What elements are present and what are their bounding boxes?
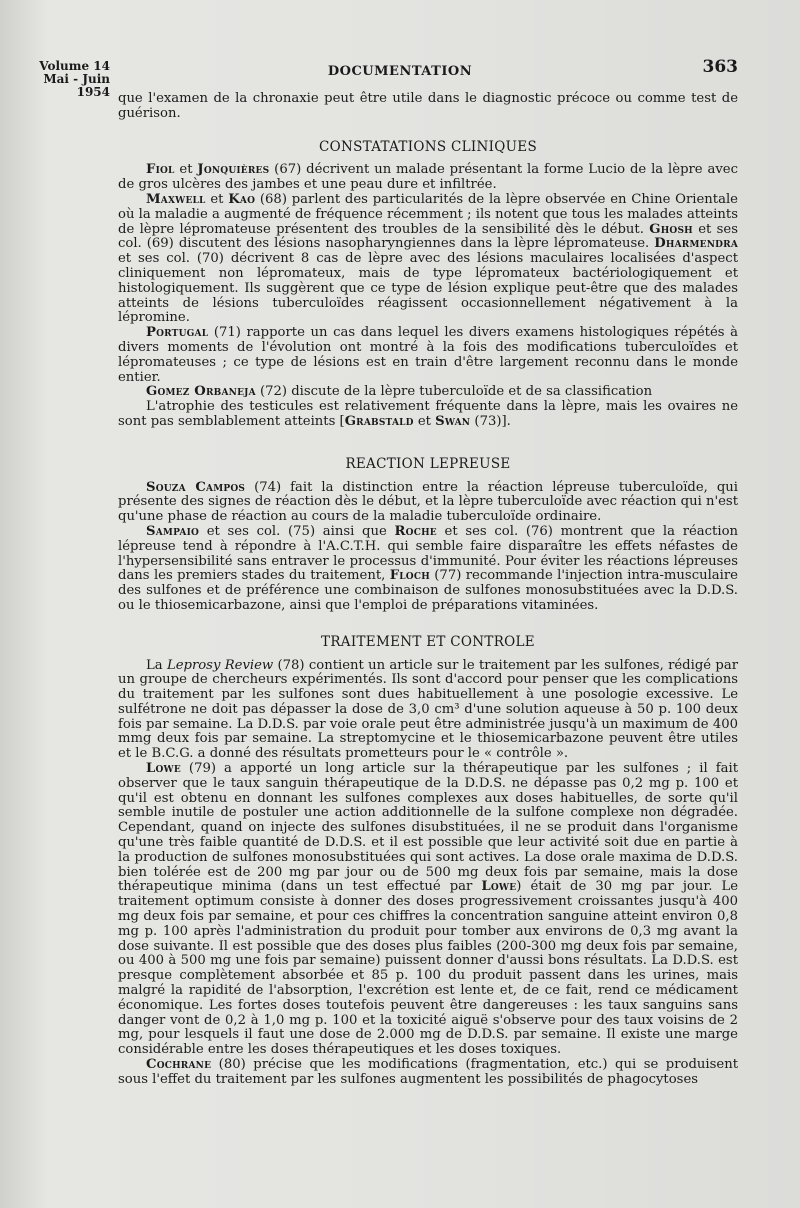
- text-run: et ses col. (76) montrent que la réaction lépreuse tend à répondre à l'A.C.T.H. qui semble faire disparaître les effets néfastes de l'hypersensibilité sans entraver le processus d'immunité. Pour éviter les réactions lépreuses dans les premiers stades du traitement,: [118, 523, 739, 584]
- text-run: (74) fait la distinction entre la réaction lépreuse tuberculoïde, qui présente des signes de réaction dès le début, et la lèpre tuberculoïde avec réaction qui n'est qu'une phase de réaction au cours de la maladie tuberculoïde ordinaire.: [118, 479, 738, 525]
- issue-date: Mai - Juin 1954: [43, 72, 110, 99]
- author-name: Lowe: [146, 761, 181, 777]
- section-heading-constatations: CONSTATATIONS CLINIQUES: [319, 138, 537, 155]
- body-text: [118, 92, 738, 1088]
- text-run: (79) a apporté un long article sur la thérapeutique par les sulfones ; il fait observer que le taux sanguin thérapeutique de la D.D.S. ne dépasse pas 0,2 mg p. 100 et qu'il est obtenu en donnant les sulfones complexes aux doses habituelles, de sorte qu'il semble inutile de postuler une action additionnelle de la sulfone complexe non dégradée. Cependant, quand on injecte des sulfones disubstituées, il ne se produit dans l'organisme qu'une très faible quantité de D.D.S. et il est possible que leur activité soit due en partie à la production de sulfones monosubstituées qui sont actives. La dose orale maxima de D.D.S. bien tolérée est de 200 mg par jour ou de 500 mg deux fois par semaine, mais la dose thérapeutique minima (dans un test effectué par: [118, 761, 738, 895]
- author-name: Jonquières: [197, 162, 270, 178]
- author-name: Sampaio: [146, 523, 200, 539]
- text-run: et: [174, 162, 198, 178]
- text-run: (80) précise que les modifications (fragmentation, etc.) qui se produisent sous l'effet du traitement par les sulfones augmentent les possibilités de phagocytoses: [118, 1057, 738, 1087]
- paragraph: [118, 385, 738, 400]
- text-run: ) était de 30 mg par jour. Le traitement optimum consiste à donner des doses progressivement croissantes jusqu'à 400 mg deux fois par semaine, et pour ces chiffres la concentration sanguine atteint environ 0,8 mg p. 100 après l'administration du produit pour tomber aux environs de 0,3 mg avant la dose suivante. Il est possible que des doses plus faibles (200-300 mg deux fois par semaine, ou 400 à 500 mg une fois par semaine) puissent donner d'aussi bons résultats. La D.D.S. est presque complètement absorbée et 85 p. 100 du produit passent dans les urines, mais malgré la rapidité de l'absorption, l'excrétion est lente et, de ce fait, rend ce médicament économique. Les fortes doses toutefois peuvent être dangereuses : les taux sanguins sans danger vont de 0,2 à 1,0 mg p. 100 et la toxicité aiguë s'observe pour des taux voisins de 2 mg, pour lesquels il faut une dose de 2.000 mg de D.D.S. par semaine. Il existe une marge considérable entre les doses thérapeutiques et les doses toxiques.: [118, 879, 739, 1058]
- author-name: Dharmendra: [654, 236, 738, 252]
- text-run: (67) décrivent un malade présentant la forme Lucio de la lèpre avec de gros ulcères des jambes et une peau dure et infiltrée.: [118, 162, 738, 193]
- author-name: Lowe: [481, 879, 517, 895]
- author-name: Ghosh: [649, 221, 693, 237]
- text-run: et ses col. (70) décrivent 8 cas de lèpre avec des lésions maculaires localisées d'aspect cliniquement non lépromateux, mais de type lépromateux bactériologiquement et histologiquement. Ils suggèrent que ce type de lésion explique peut-être que des malades atteints de lésions tuberculoïdes réagissent occasionnellement négativement à la lépromine.: [118, 251, 738, 326]
- paragraph: [118, 1058, 738, 1088]
- paragraph: [118, 762, 738, 1058]
- text-run: (77) recommande l'injection intra-musculaire des sulfones et de préférence une combinaison de sulfones monosubstituées avec la D.D.S. ou le thiosemicarbazone, ainsi que l'emploi de préparations vitaminées.: [118, 568, 738, 613]
- paragraph: [118, 163, 738, 193]
- paragraph: [118, 525, 738, 614]
- running-header: DOCUMENTATION: [327, 64, 473, 79]
- author-name: Kao: [228, 191, 256, 207]
- section-heading-traitement: TRAITEMENT ET CONTROLE: [321, 633, 535, 650]
- author-name: Floch: [389, 568, 430, 584]
- text-run: et: [205, 191, 229, 207]
- text-run: (71) rapporte un cas dans lequel les divers examens histologiques répétés à divers moments de l'évolution ont montré à la fois des modifications tuberculoïdes et lépromateuses ; ce type de lésions est en train d'être largement reconnu dans le monde entier.: [118, 325, 738, 385]
- volume-label: Volume 14: [39, 59, 110, 73]
- author-name: Portugal: [146, 325, 209, 341]
- text-run: (73)].: [470, 413, 511, 429]
- page-number: 363: [702, 57, 738, 77]
- author-name: Roche: [394, 523, 437, 539]
- author-name: Cochrane: [146, 1057, 212, 1073]
- paragraph: [118, 193, 738, 326]
- paragraph: [118, 659, 738, 763]
- author-name: Souza Campos: [146, 479, 246, 495]
- paragraph: [118, 481, 738, 525]
- text-run: La: [146, 657, 167, 673]
- paragraph: [118, 326, 738, 385]
- text-run: et: [413, 413, 436, 429]
- text-run: et ses col. (69) discutent des lésions nasopharyngiennes dans la lèpre lépromateuse.: [118, 221, 738, 252]
- author-name: Swan: [435, 413, 471, 429]
- text-run: L'atrophie des testicules est relativement fréquente dans la lèpre, mais les ovaires ne sont pas semblablement atteints [: [118, 399, 738, 429]
- paragraph: [118, 400, 738, 430]
- author-name: Grabstald: [344, 413, 414, 429]
- text-run: et ses col. (75) ainsi que: [199, 523, 395, 539]
- text-run: (78) contient un article sur le traitement par les sulfones, rédigé par un groupe de chercheurs expérimentés. Ils sont d'accord pour penser que les complications du traitement par les sulfones sont dues habituellement à une posologie excessive. Le sulfétrone ne doit pas dépasser la dose de 3,0 cm³ d'une solution aqueuse à 50 p. 100 deux fois par semaine. La D.D.S. par voie orale peut être administrée jusqu'à un maximum de 400 mmg deux fois par semaine. La streptomycine et le thiosemicarbazone peuvent être utiles et le B.C.G. a donné des résultats prometteurs pour le « contrôle ».: [118, 657, 739, 762]
- text-run: (72) discute de la lèpre tuberculoïde et de sa classification: [255, 384, 653, 400]
- author-name: Gomez Orbaneja: [146, 384, 256, 400]
- text-run: (68) parlent des particularités de la lèpre observée en Chine Orientale où la maladie a augmenté de fréquence récemment ; ils notent que tous les malades atteints de lèpre lépromateuse présentent des troubles de la sensibilité dès le début.: [118, 191, 738, 237]
- journal-title: Leprosy Review: [166, 657, 274, 673]
- author-name: Maxwell: [146, 191, 206, 207]
- section-heading-reaction: REACTION LEPREUSE: [345, 455, 511, 472]
- author-name: Fiol: [146, 162, 175, 178]
- intro-paragraph: que l'examen de la chronaxie peut être utile dans le diagnostic précoce ou comme test de guérison.: [118, 91, 738, 121]
